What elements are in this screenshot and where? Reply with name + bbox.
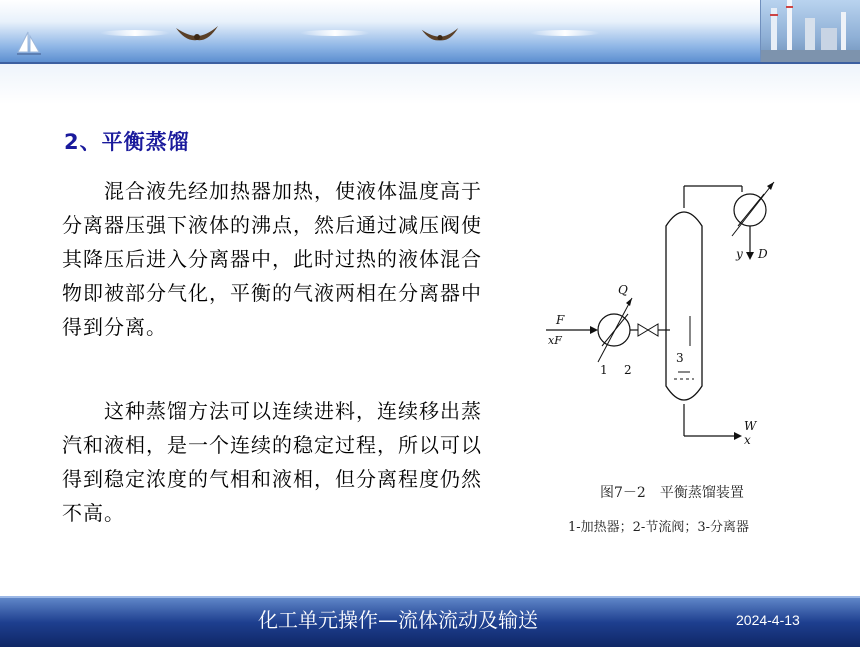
cloud-stroke-2 (300, 30, 370, 36)
distillate-arrow-icon (746, 252, 754, 260)
heater-heat-arrow (598, 298, 632, 362)
label-Q: Q (618, 283, 628, 297)
figure-caption: 图7－2 平衡蒸馏装置 (600, 485, 744, 501)
label-xF: xF (548, 334, 562, 347)
feed-arrow-icon (590, 326, 598, 334)
header-fade (0, 64, 860, 104)
label-x: x (744, 433, 751, 447)
section-heading: 2、平衡蒸馏 (64, 130, 190, 154)
paragraph-process: 混合液先经加热器加热，使液体温度高于分离器压强下液体的沸点，然后通过减压阀使其降压后进入分离器中，此时过热的液体混合物即被部分气化，平衡的气液两相在分离器中得到分离。 (62, 179, 482, 339)
label-valve-number: 2 (624, 363, 632, 377)
bottoms-arrow-icon (734, 432, 742, 440)
heater-symbol (598, 314, 630, 346)
refinery-photo (760, 0, 860, 62)
cloud-stroke-3 (530, 30, 600, 36)
label-separator-number: 3 (676, 351, 684, 365)
footer-date: 2024-4-13 (736, 612, 800, 628)
label-y: y (736, 247, 743, 261)
footer-title: 化工单元操作—流体流动及输送 (258, 608, 538, 632)
bird-icon (174, 22, 220, 46)
condenser-arrow (732, 182, 774, 236)
label-heater-number: 1 (600, 363, 608, 377)
label-F: F (556, 313, 565, 327)
label-D: D (758, 247, 768, 261)
cloud-stroke-1 (100, 30, 170, 36)
figure-legend: 1-加热器；2-节流阀；3-分离器 (568, 520, 749, 535)
throttle-valve-icon (638, 324, 648, 336)
bird-icon (420, 24, 460, 46)
paragraph-characteristics: 这种蒸馏方法可以连续进料，连续移出蒸汽和液相，是一个连续的稳定过程，所以可以得到稳定浓度的气相和液相，但分离程度仍然不高。 (62, 399, 482, 525)
label-W: W (744, 419, 757, 433)
sailboat-icon (14, 30, 44, 58)
